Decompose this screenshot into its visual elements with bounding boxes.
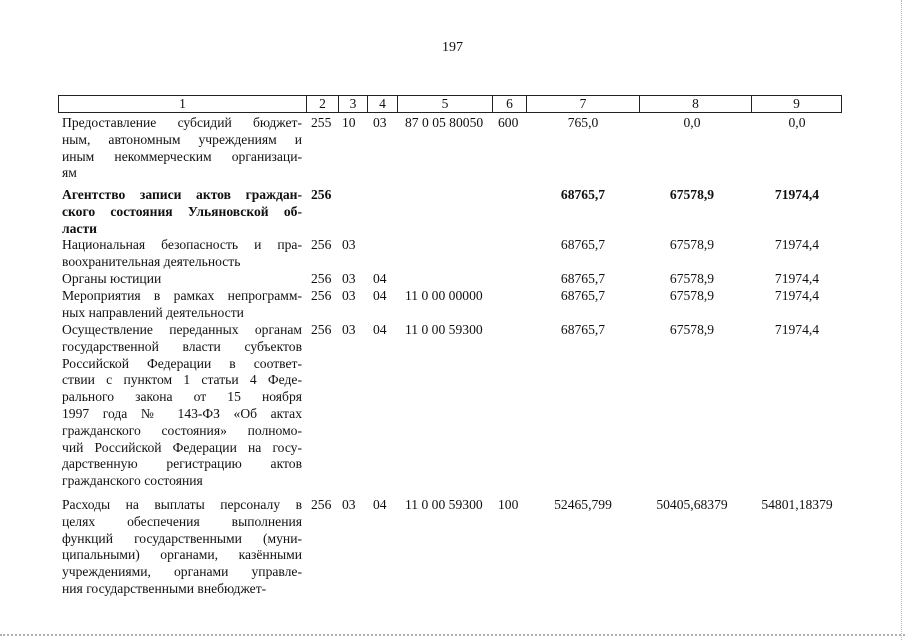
header-col-1: 1 bbox=[59, 96, 307, 112]
header-col-5: 5 bbox=[398, 96, 493, 112]
header-col-6: 6 bbox=[493, 96, 527, 112]
row-col-2: 256 bbox=[311, 237, 332, 252]
row-name-line: Предоставление субсидий бюджет- bbox=[62, 115, 302, 130]
row-name-line: ным, автономным учреждениям и bbox=[62, 131, 302, 147]
row-col-4: 04 bbox=[373, 271, 387, 286]
row-name bbox=[62, 322, 302, 490]
row-name-line: воохранительная деятельность bbox=[62, 253, 241, 269]
row-name bbox=[62, 497, 302, 598]
row-col-3: 10 bbox=[342, 115, 356, 130]
row-name-line: функций государственными (муни- bbox=[62, 530, 302, 546]
row-name-line: гражданского состояния» полномо- bbox=[62, 422, 302, 438]
row-col-7: 765,0 bbox=[567, 115, 599, 130]
row-col-8: 67578,9 bbox=[669, 237, 715, 252]
row-name-line: гражданского состояния bbox=[62, 473, 203, 489]
row-name-line: ных направлений деятельности bbox=[62, 304, 244, 320]
row-name-line: ям bbox=[62, 165, 77, 181]
row-col-4: 04 bbox=[373, 497, 387, 512]
row-col-8: 0,0 bbox=[683, 115, 701, 130]
row-name-line: Расходы на выплаты персоналу в bbox=[62, 497, 302, 512]
page-edge-right bbox=[901, 0, 902, 640]
row-name-line: Национальная безопасность и пра- bbox=[62, 237, 302, 252]
row-name-line: дарственную регистрацию актов bbox=[62, 456, 302, 472]
row-col-8: 67578,9 bbox=[669, 271, 715, 286]
row-col-8: 50405,68379 bbox=[656, 497, 728, 512]
row-col-9: 71974,4 bbox=[774, 288, 820, 303]
row-name-line: Агентство записи актов граждан- bbox=[62, 187, 302, 202]
row-col-2: 256 bbox=[311, 187, 332, 202]
row-name-line: рального закона от 15 ноября bbox=[62, 389, 302, 405]
row-name-line: ствии с пунктом 1 статьи 4 Феде- bbox=[62, 372, 302, 388]
row-col-5: 11 0 00 59300 bbox=[405, 322, 483, 337]
table-header bbox=[58, 95, 842, 113]
row-name-line: чий Российской Федерации на госу- bbox=[62, 439, 302, 455]
row-name-line: ласти bbox=[62, 220, 97, 236]
row-col-7: 68765,7 bbox=[560, 322, 606, 337]
row-col-7: 68765,7 bbox=[560, 288, 606, 303]
header-col-2: 2 bbox=[307, 96, 339, 112]
row-col-3: 03 bbox=[342, 322, 356, 337]
row-col-7: 68765,7 bbox=[560, 187, 606, 202]
row-name-line: Осуществление переданных органам bbox=[62, 322, 302, 337]
row-name-line: ского состояния Ульяновской об- bbox=[62, 203, 302, 219]
row-col-5: 87 0 05 80050 bbox=[405, 115, 484, 130]
row-col-8: 67578,9 bbox=[669, 288, 715, 303]
row-col-2: 256 bbox=[311, 288, 332, 303]
row-name-line: иным некоммерческим организаци- bbox=[62, 148, 302, 164]
row-col-6: 600 bbox=[498, 115, 519, 130]
row-col-2: 256 bbox=[311, 497, 332, 512]
row-name-line: государственной власти субъектов bbox=[62, 338, 302, 354]
row-col-9: 0,0 bbox=[788, 115, 806, 130]
row-name-line: Мероприятия в рамках непрограмм- bbox=[62, 288, 302, 303]
row-col-9: 54801,18379 bbox=[761, 497, 833, 512]
row-col-4: 04 bbox=[373, 288, 387, 303]
row-col-8: 67578,9 bbox=[669, 187, 715, 202]
row-name-line: целях обеспечения выполнения bbox=[62, 513, 302, 529]
page-number: 197 bbox=[442, 40, 463, 55]
row-name-line: ципальными) органами, казёнными bbox=[62, 547, 302, 563]
row-name-line: учреждениями, органами управле- bbox=[62, 564, 302, 580]
row-col-5: 11 0 00 59300 bbox=[405, 497, 483, 512]
header-col-9: 9 bbox=[793, 96, 800, 111]
row-name bbox=[62, 237, 302, 271]
row-name-line: ния государственными внебюджет- bbox=[62, 580, 267, 596]
row-col-3: 03 bbox=[342, 237, 356, 252]
row-name bbox=[62, 187, 302, 237]
row-col-8: 67578,9 bbox=[669, 322, 715, 337]
row-col-3: 03 bbox=[342, 271, 356, 286]
row-col-9: 71974,4 bbox=[774, 187, 820, 202]
row-col-7: 68765,7 bbox=[560, 271, 606, 286]
row-col-3: 03 bbox=[342, 288, 356, 303]
row-col-3: 03 bbox=[342, 497, 356, 512]
header-col-3: 3 bbox=[339, 96, 368, 112]
row-col-6: 100 bbox=[498, 497, 519, 512]
row-col-4: 04 bbox=[373, 322, 387, 337]
row-col-2: 256 bbox=[311, 271, 332, 286]
row-name bbox=[62, 271, 302, 288]
row-name-line: Российской Федерации в соответ- bbox=[62, 355, 302, 371]
row-name bbox=[62, 288, 302, 322]
row-col-2: 256 bbox=[311, 322, 332, 337]
page-edge-bottom bbox=[0, 634, 905, 636]
header-col-8: 8 bbox=[640, 96, 752, 112]
header-col-4: 4 bbox=[368, 96, 398, 112]
row-name-line: 1997 года № 143-ФЗ «Об актах bbox=[62, 405, 302, 421]
row-col-9: 71974,4 bbox=[774, 237, 820, 252]
row-name-line: Органы юстиции bbox=[62, 271, 162, 286]
row-col-7: 52465,799 bbox=[554, 497, 612, 512]
row-name bbox=[62, 115, 302, 182]
row-col-9: 71974,4 bbox=[774, 271, 820, 286]
row-col-7: 68765,7 bbox=[560, 237, 606, 252]
row-col-4: 03 bbox=[373, 115, 387, 130]
row-col-5: 11 0 00 00000 bbox=[405, 288, 483, 303]
header-col-7: 7 bbox=[527, 96, 640, 112]
row-col-2: 255 bbox=[311, 115, 332, 130]
row-col-9: 71974,4 bbox=[774, 322, 820, 337]
